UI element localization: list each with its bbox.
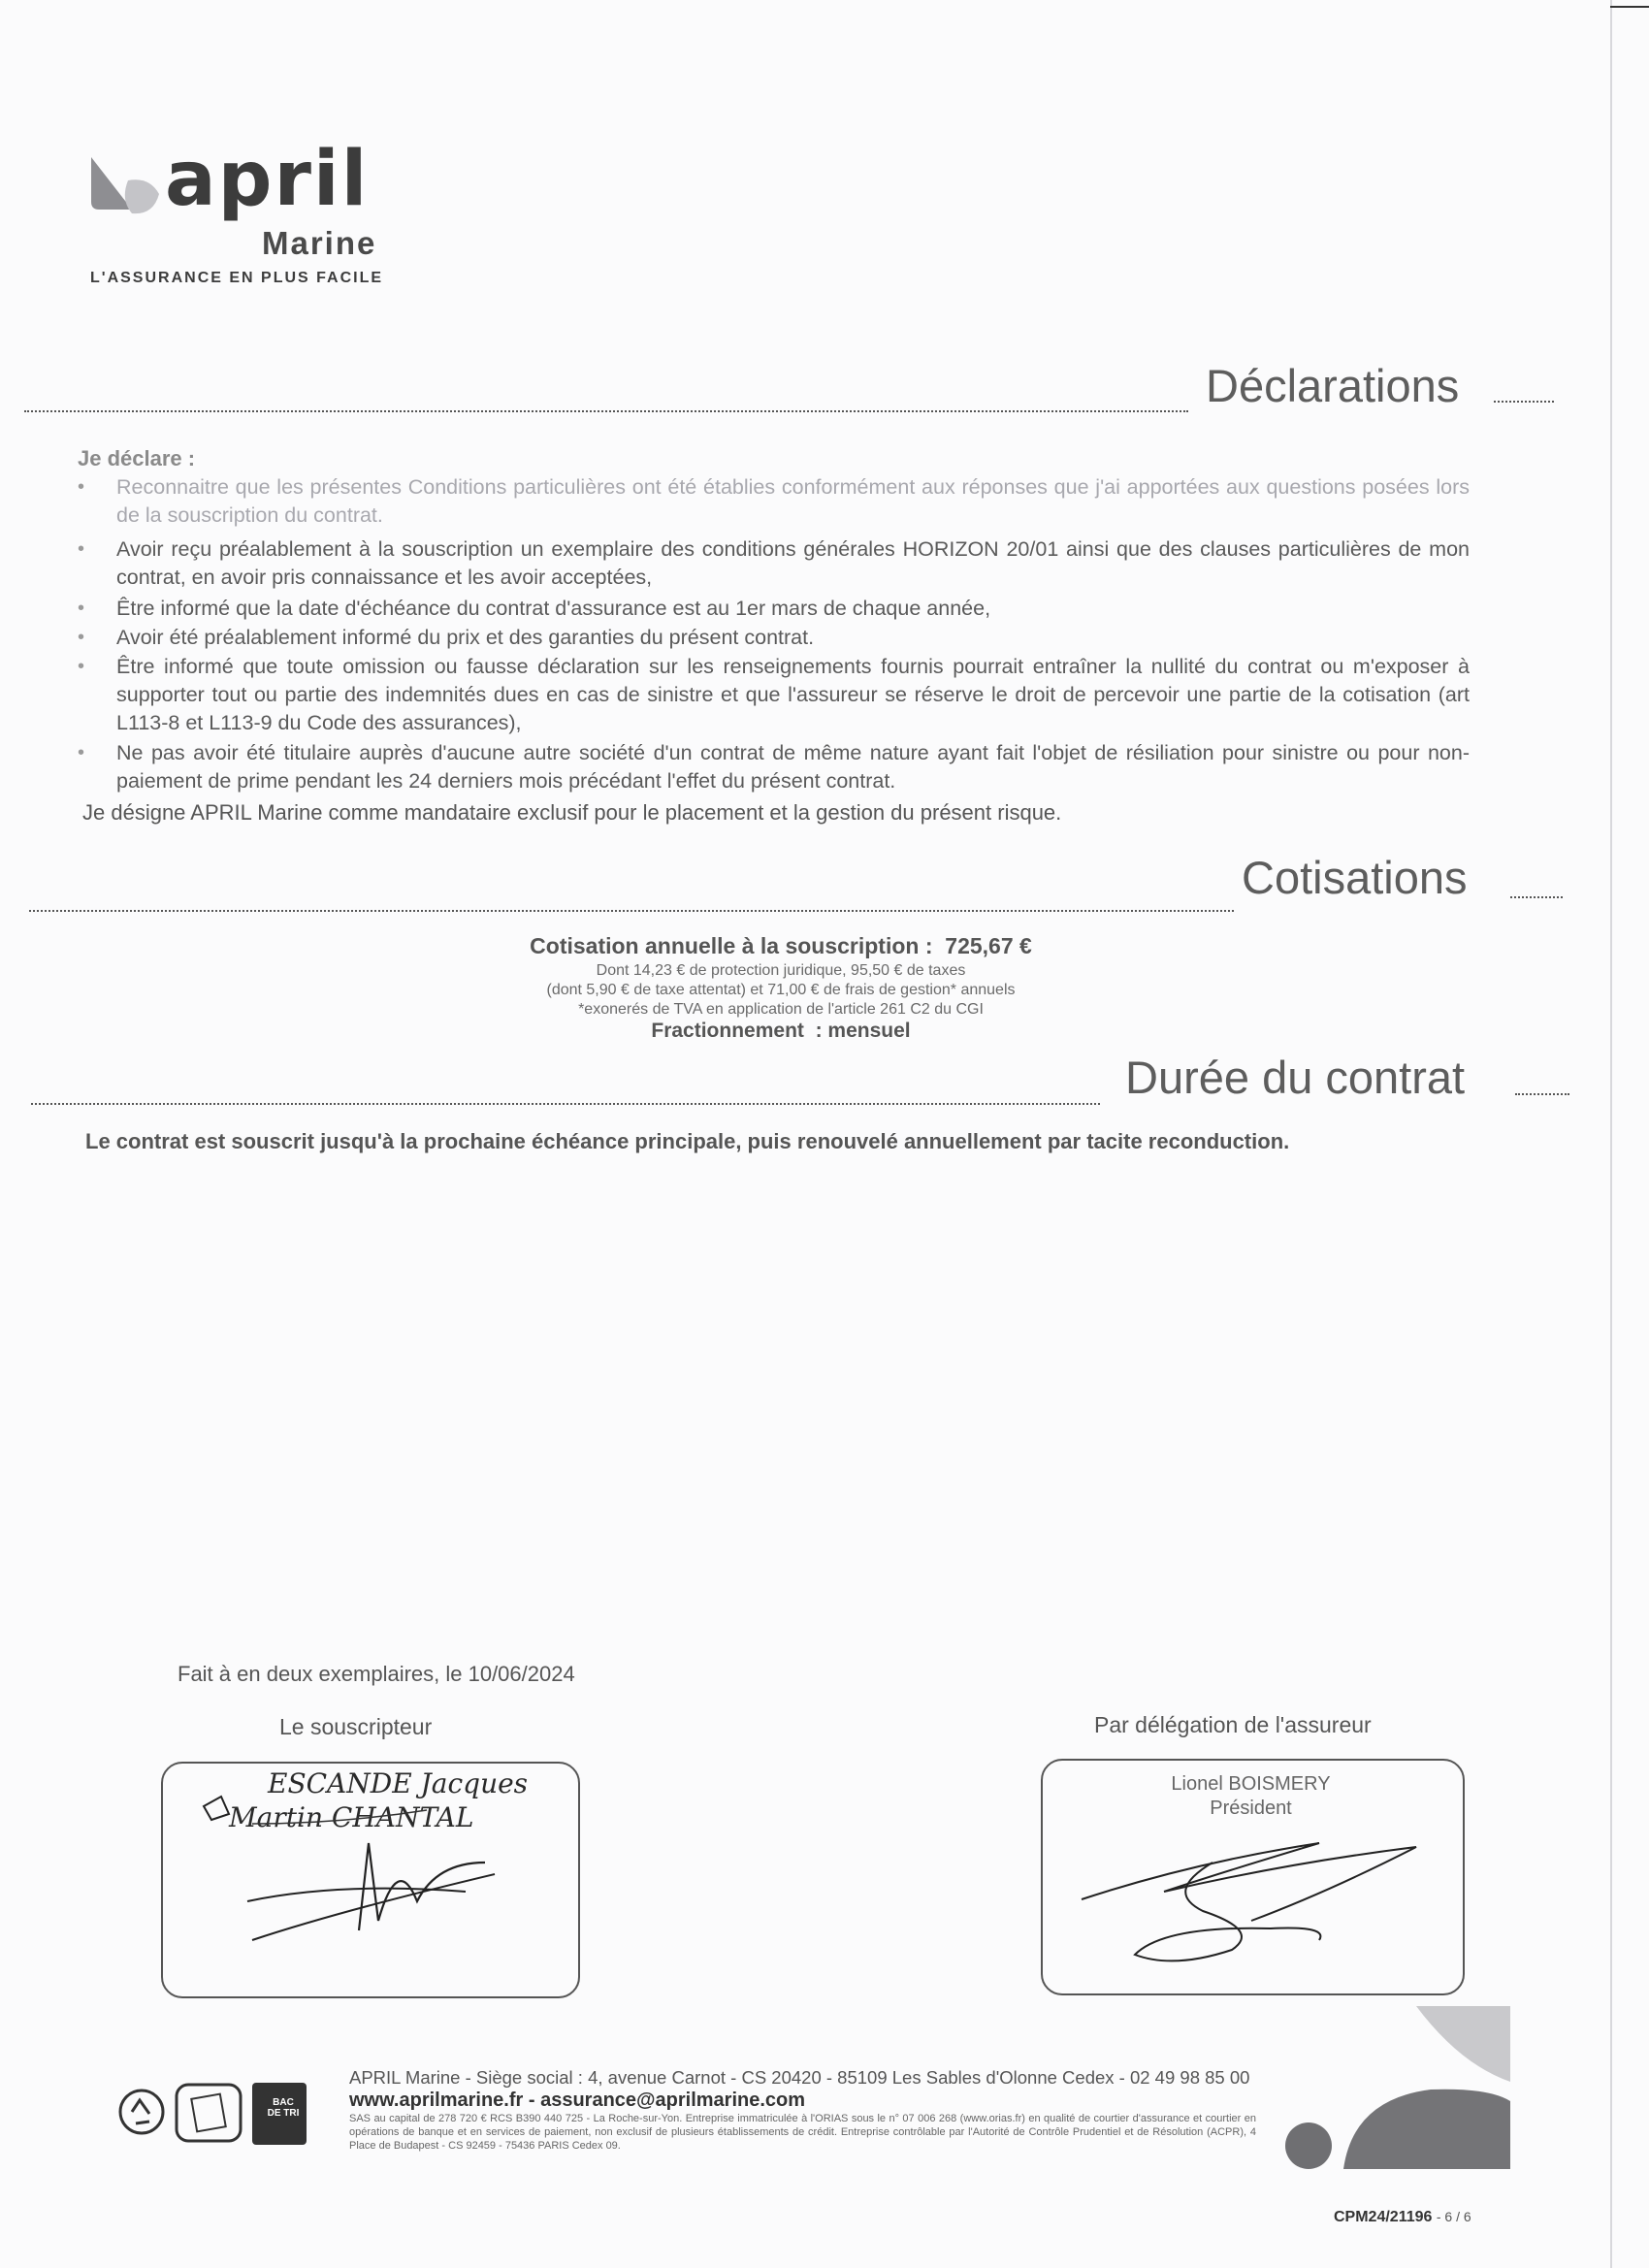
annual-label: Cotisation annuelle à la souscription : xyxy=(530,933,933,958)
section-divider xyxy=(31,1103,1100,1105)
cotisation-block xyxy=(369,933,1193,1043)
section-divider xyxy=(29,910,1234,912)
list-item: • Reconnaitre que les présentes Conditions particulières ont été établies conformément aux réponses que j'ai apportées aux questions posées lors de la souscription du contrat. xyxy=(78,473,1470,530)
fraction-label: Fractionnement xyxy=(651,1020,804,1042)
president-signature xyxy=(1077,1833,1445,1979)
brand-name: april xyxy=(165,136,370,223)
paper-edge-top xyxy=(1610,6,1649,8)
section-divider xyxy=(1510,896,1563,898)
president-title: Président xyxy=(1210,1798,1292,1819)
souscripteur-signature xyxy=(194,1785,563,1950)
annual-amount: 725,67 € xyxy=(945,933,1032,958)
cotisations-title: Cotisations xyxy=(1242,852,1468,903)
cotisation-detail: *exonerés de TVA en application de l'article 261 C2 du CGI xyxy=(578,1001,984,1018)
list-item: • Être informé que la date d'échéance du contrat d'assurance est au 1er mars de chaque année, xyxy=(78,595,1470,623)
duree-text: Le contrat est souscrit jusqu'à la prochaine échéance principale, puis renouvelé annuellement par tacite reconduction. xyxy=(85,1129,1290,1153)
section-divider xyxy=(1494,401,1554,403)
president-name: Lionel BOISMERY xyxy=(1171,1773,1331,1795)
declarations-intro: Je déclare : xyxy=(78,446,196,470)
footer-legal: SAS au capital de 278 720 € RCS B390 440 725 - La Roche-sur-Yon. Entreprise immatriculée à l'ORIAS sous le n° 07 006 268 (www.orias.fr) en qualité de courtier d'assurance et courtier en opérations de banque et en services de paiement, non exclusif de plusieurs établissements de crédit. Entreprise contrôlable par l'Autorité de Contrôle Prudentiel et de Résolution (ACPR), 4 Place de Budapest - CS 92459 - 75436 PARIS Cedex 09. xyxy=(349,2113,1256,2152)
footer-contacts: www.aprilmarine.fr - assurance@aprilmarine.com xyxy=(349,2090,806,2111)
souscripteur-name-1: ESCANDE Jacques xyxy=(268,1767,529,1799)
document-reference xyxy=(1334,2209,1471,2226)
duree-title: Durée du contrat xyxy=(1125,1052,1466,1103)
section-divider xyxy=(24,410,1188,412)
section-divider xyxy=(1515,1093,1569,1095)
list-item: • Ne pas avoir été titulaire auprès d'aucune autre société d'un contrat de même nature ayant fait l'objet de résiliation pour sinistre ou pour non-paiement de prime pendant les 24 derniers mois précédant l'effet du présent contrat. xyxy=(78,739,1470,795)
footer-address: APRIL Marine - Siège social : 4, avenue Carnot - CS 20420 - 85109 Les Sables d'Olonne Cedex - 02 49 98 85 00 xyxy=(349,2067,1250,2088)
cotisation-detail: (dont 5,90 € de taxe attentat) et 71,00 € de frais de gestion* annuels xyxy=(546,982,1016,998)
fait-a: Fait à en deux exemplaires, le 10/06/2024 xyxy=(178,1662,575,1686)
brand-division: Marine xyxy=(262,225,377,261)
declarations-list xyxy=(78,468,1470,795)
brand-corner-shape xyxy=(1285,2006,1513,2171)
bac-de-tri-label: BAC DE TRI xyxy=(267,2097,300,2119)
cotisation-detail: Dont 14,23 € de protection juridique, 95,50 € de taxes xyxy=(596,962,966,979)
reference-code: CPM24/21196 xyxy=(1334,2209,1433,2225)
list-item: • Avoir reçu préalablement à la souscription un exemplaire des conditions générales HORIZON 20/01 ainsi que des clauses particulières de mon contrat, en avoir pris connaissance et les avoir acceptées, xyxy=(78,535,1470,592)
souscripteur-label: Le souscripteur xyxy=(279,1714,433,1739)
fraction-value: : mensuel xyxy=(815,1020,911,1042)
declarations-title: Déclarations xyxy=(1206,360,1460,411)
paper-edge xyxy=(1610,0,1612,2268)
list-item: • Avoir été préalablement informé du prix et des garanties du présent contrat. xyxy=(78,624,1470,652)
delegation-label: Par délégation de l'assureur xyxy=(1094,1712,1372,1737)
mandate-statement: Je désigne APRIL Marine comme mandataire exclusif pour le placement et la gestion du présent risque. xyxy=(82,800,1062,825)
page-number: - 6 / 6 xyxy=(1436,2209,1471,2224)
list-item: • Être informé que toute omission ou fausse déclaration sur les renseignements fournis pourrait entraîner la nullité du contrat ou m'exposer à supporter tout ou partie des indemnités dues en cas de sinistre et que l'assureur se réserve le droit de percevoir une partie de la cotisation (art L113-8 et L113-9 du Code des assurances), xyxy=(78,653,1470,737)
souscripteur-name-2: Martin CHANTAL xyxy=(229,1801,474,1833)
brand-tagline: L'ASSURANCE EN PLUS FACILE xyxy=(90,270,384,286)
april-logo-mark xyxy=(89,155,163,225)
